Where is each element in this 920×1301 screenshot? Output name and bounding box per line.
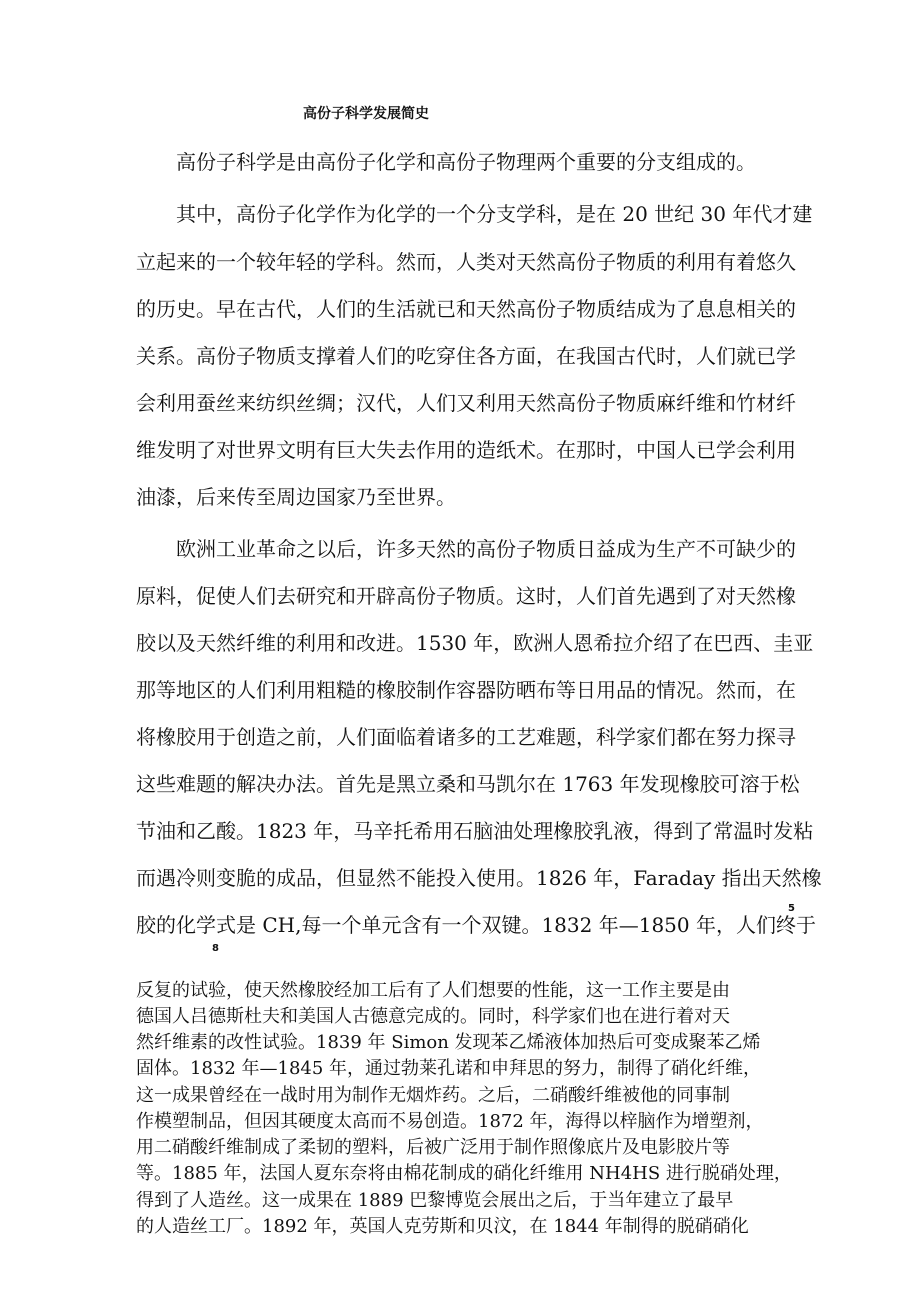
paragraph-line: 节油和乙酸。1823 年，马辛托希用石脑油处理橡胶乳液，得到了常温时发粘 xyxy=(136,819,814,843)
paragraph-line: 关系。高份子物质支撑着人们的吃穿住各方面，在我国古代时，人们就已学 xyxy=(136,344,796,368)
paragraph-line: 立起来的一个较年轻的学科。然而，人类对天然高份子物质的利用有着悠久 xyxy=(136,250,796,274)
paragraph-line: 等。1885 年，法国人夏东奈将由棉花制成的硝化纤维用 NH4HS 进行脱硝处理， xyxy=(136,1163,792,1184)
paragraph-line: 作模塑制品，但因其硬度太高而不易创造。1872 年，海得以梓脑作为增塑剂， xyxy=(136,1111,764,1132)
paragraph-line: 而遇冷则变脆的成品，但显然不能投入使用。1826 年，Faraday 指出天然橡 xyxy=(136,866,822,890)
paragraph-line: 这一成果曾经在一战时用为制作无烟炸药。之后，二硝酸纤维被他的同事制 xyxy=(136,1085,730,1106)
page-title: 高份子科学发展简史 xyxy=(303,106,429,122)
paragraph-line: 用二硝酸纤维制成了柔韧的塑料，后被广泛用于制作照像底片及电影胶片等 xyxy=(136,1137,730,1158)
paragraph-line: 胶以及天然纤维的利用和改进。1530 年，欧洲人恩希拉介绍了在巴西、圭亚 xyxy=(136,631,814,655)
paragraph-line: 会利用蚕丝来纺织丝绸；汉代，人们又利用天然高份子物质麻纤维和竹材纤 xyxy=(136,391,796,415)
paragraph-line: 维发明了对世界文明有巨大失去作用的造纸术。在那时，中国人已学会利用 xyxy=(136,438,796,462)
paragraph-line: 然纤维素的改性试验。1839 年 Simon 发现苯乙烯液体加热后可变成聚苯乙烯 xyxy=(136,1032,761,1053)
paragraph-line: 将橡胶用于创造之前，人们面临着诸多的工艺难题，科学家们都在努力探寻 xyxy=(136,725,796,749)
subscript-5: 5 xyxy=(788,903,795,914)
paragraph-line: 这些难题的解决办法。首先是黑立桑和马凯尔在 1763 年发现橡胶可溶于松 xyxy=(136,772,800,796)
paragraph-line: 反复的试验，使天然橡胶经加工后有了人们想要的性能，这一工作主要是由 xyxy=(136,980,730,1001)
paragraph-line: 高份子科学是由高份子化学和高份子物理两个重要的分支组成的。 xyxy=(176,150,756,174)
paragraph-line: 固体。1832 年—1845 年，通过勃莱孔诺和申拜思的努力，制得了硝化纤维， xyxy=(136,1058,762,1079)
paragraph-line: 的人造丝工厂。1892 年，英国人克劳斯和贝汶，在 1844 年制得的脱硝硝化 xyxy=(136,1216,749,1237)
paragraph-line: 油漆，后来传至周边国家乃至世界。 xyxy=(136,485,456,509)
paragraph-line: 德国人吕德斯杜夫和美国人古德意完成的。同时，科学家们也在进行着对天 xyxy=(136,1006,730,1027)
paragraph-line: 欧洲工业革命之以后，许多天然的高份子物质日益成为生产不可缺少的 xyxy=(176,537,796,561)
paragraph-line: 胶的化学式是 CH,每一个单元含有一个双键。1832 年—1850 年，人们终于 xyxy=(136,913,816,937)
subscript-8: 8 xyxy=(212,943,219,954)
paragraph-line: 得到了人造丝。这一成果在 1889 巴黎博览会展出之后，于当年建立了最早 xyxy=(136,1190,734,1211)
paragraph-line: 原料，促使人们去研究和开辟高份子物质。这时，人们首先遇到了对天然橡 xyxy=(136,584,796,608)
paragraph-line: 其中，高份子化学作为化学的一个分支学科，是在 20 世纪 30 年代才建 xyxy=(176,202,813,226)
paragraph-line: 那等地区的人们利用粗糙的橡胶制作容器防晒布等日用品的情况。然而，在 xyxy=(136,678,796,702)
paragraph-line: 的历史。早在古代，人们的生活就已和天然高份子物质结成为了息息相关的 xyxy=(136,297,796,321)
